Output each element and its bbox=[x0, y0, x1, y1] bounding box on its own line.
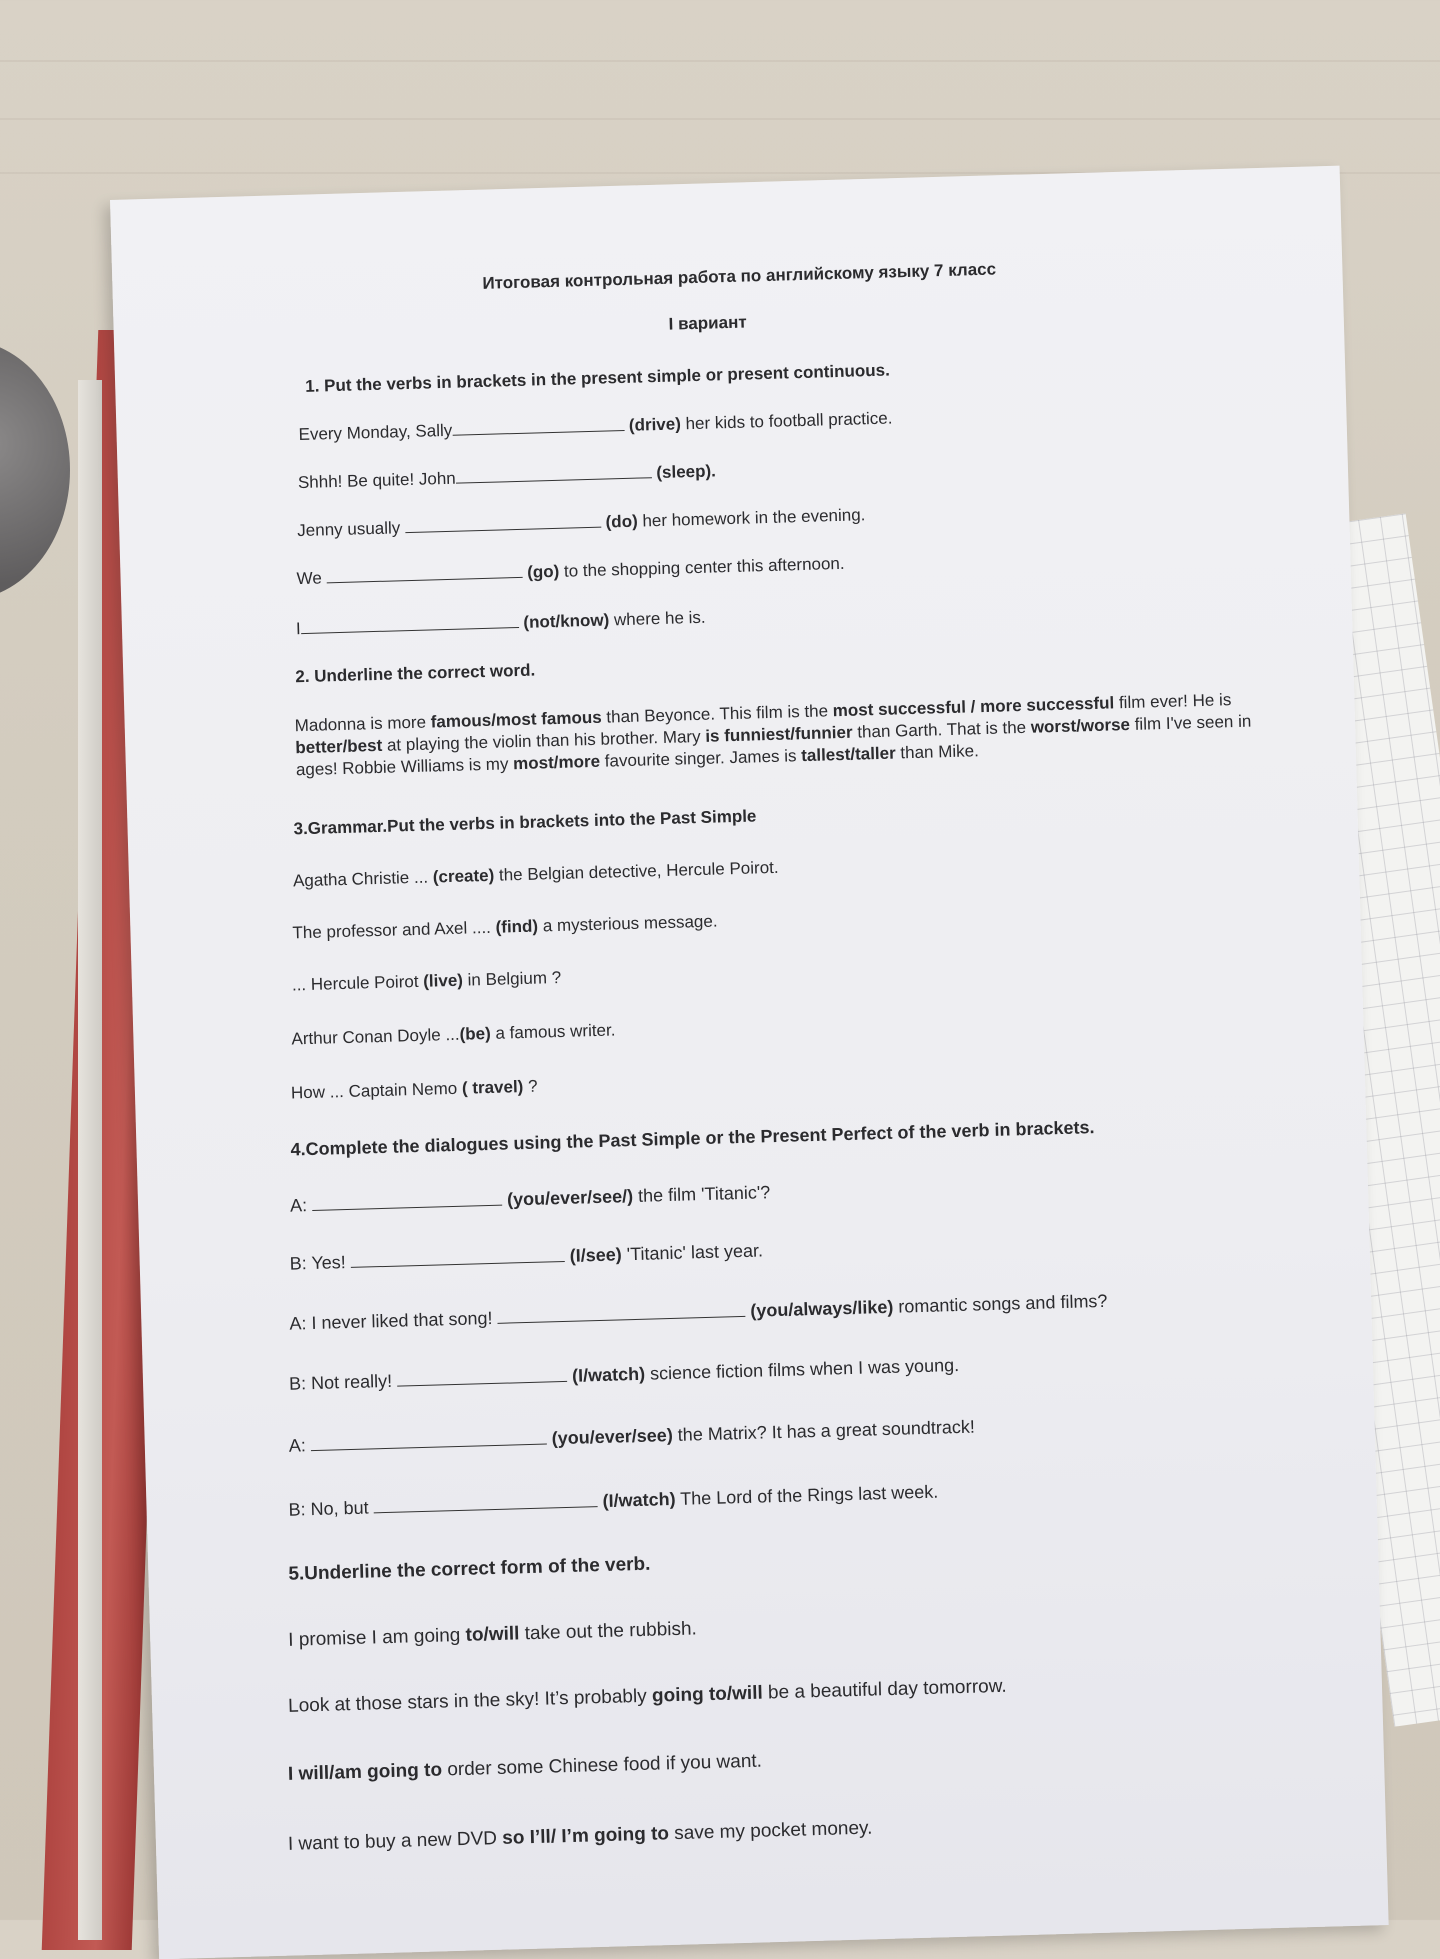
ex2-paragraph: Madonna is more famous/most famous than Beyonce. This film is the most successful / more successful film ever! He is better/best at playing the violin than his brother. Mary is funniest/funnier than Garth. That is the worst/worse film I've seen in ages! Robbie Williams is my most/more favourite singer. James is tallest/taller than Mike. bbox=[294, 690, 1252, 780]
ex3-heading: 3.Grammar.Put the verbs in brackets into the Past Simple bbox=[293, 806, 757, 839]
ex4-item: A: I never liked that song! (you/always/like) romantic songs and films? bbox=[289, 1290, 1108, 1334]
ex1-item: Jenny usually (do) her homework in the evening. bbox=[297, 505, 866, 541]
ex4-item: B: No, but (I/watch) The Lord of the Rings last week. bbox=[288, 1481, 939, 1520]
ex3-item: Agatha Christie ... (create) the Belgian detective, Hercule Poirot. bbox=[292, 857, 779, 891]
page-title: Итоговая контрольная работа по английскому языку 7 класс bbox=[482, 259, 997, 293]
ex4-item: B: Yes! (I/see) 'Titanic' last year. bbox=[289, 1240, 764, 1274]
ex4-item: A: (you/ever/see) the Matrix? It has a great soundtrack! bbox=[288, 1416, 976, 1456]
textbook-pages-edge bbox=[78, 380, 102, 1940]
ex1-item: Every Monday, Sally (drive) her kids to football practice. bbox=[298, 408, 893, 445]
pencil-case bbox=[0, 340, 70, 600]
answer-blank[interactable] bbox=[351, 1247, 565, 1268]
variant-label: I вариант bbox=[668, 312, 747, 334]
ex4-item: B: Not really! (I/watch) science fiction films when I was young. bbox=[288, 1354, 960, 1394]
ex4-heading: 4.Complete the dialogues using the Past Simple or the Present Perfect of the verb in brackets. bbox=[290, 1117, 1095, 1160]
ex5-item: Look at those stars in the sky! It’s probably going to/will be a beautiful day tomorrow. bbox=[287, 1675, 1007, 1717]
ex4-item: A: (you/ever/see/) the film 'Titanic'? bbox=[289, 1182, 771, 1216]
ex3-item: How ... Captain Nemo ( travel) ? bbox=[290, 1076, 538, 1103]
ex3-item: ... Hercule Poirot (live) in Belgium ? bbox=[291, 967, 562, 995]
ex5-item: I promise I am going to/will take out the rubbish. bbox=[287, 1618, 698, 1651]
ex5-item: I will/am going to order some Chinese food if you want. bbox=[287, 1750, 763, 1785]
ex5-item: I want to buy a new DVD so I’ll/ I’m going to save my pocket money. bbox=[287, 1817, 873, 1855]
ex3-item: The professor and Axel .... (find) a mysterious message. bbox=[292, 911, 718, 943]
ex2-heading: 2. Underline the correct word. bbox=[295, 660, 536, 687]
answer-blank[interactable] bbox=[397, 1367, 567, 1387]
ex1-item: Shhh! Be quite! John (sleep). bbox=[297, 461, 717, 493]
ex1-item: We (go) to the shopping center this afternoon. bbox=[296, 553, 845, 589]
ex1-heading: 1. Put the verbs in brackets in the present simple or present continuous. bbox=[304, 360, 891, 396]
ex3-item: Arthur Conan Doyle ...(be) a famous writer. bbox=[291, 1020, 616, 1049]
ex1-item: I (not/know) where he is. bbox=[295, 607, 706, 639]
ex5-heading: 5.Underline the correct form of the verb. bbox=[288, 1553, 651, 1585]
answer-blank[interactable] bbox=[312, 1191, 502, 1211]
